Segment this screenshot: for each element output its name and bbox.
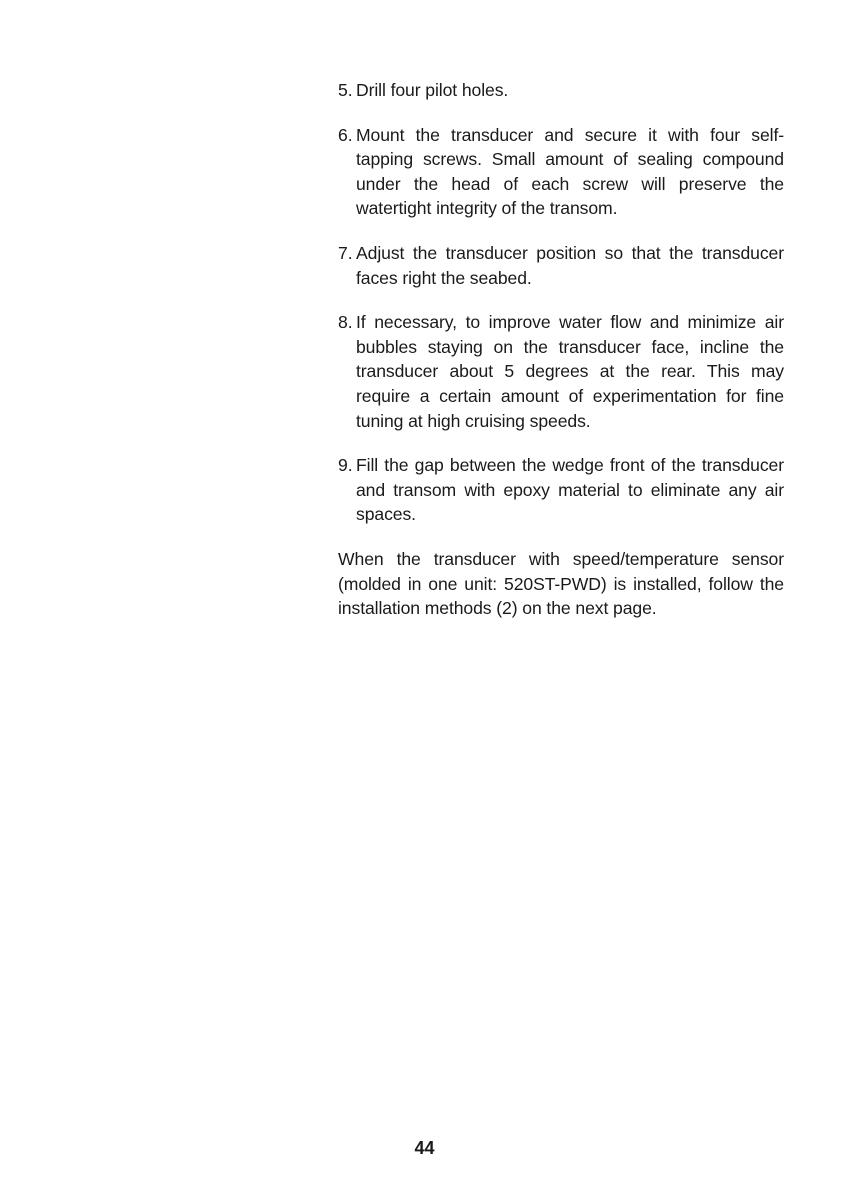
step-text: If necessary, to improve water flow and minimize air bubbles staying on the transducer face, incline the transducer about 5 degrees at the rear. This may require a certain amount of experimentation for fine tuning at high cruising speeds.: [356, 312, 784, 431]
instructions-content: [338, 78, 784, 621]
step-7: [338, 241, 784, 290]
step-text: Mount the transducer and secure it with four self-tapping screws. Small amount of sealing compound under the head of each screw will preserve the watertight integrity of the transom.: [356, 124, 784, 219]
step-number: 8 .: [338, 310, 352, 335]
step-5: [338, 78, 784, 103]
step-9: [338, 453, 784, 527]
step-8: [338, 310, 784, 433]
step-text: Drill four pilot holes.: [356, 80, 509, 100]
step-text: Adjust the transducer position so that the transducer faces right the seabed.: [356, 242, 784, 288]
step-number: 9 .: [338, 453, 352, 478]
step-number: 7 .: [338, 241, 352, 266]
step-number: 5 .: [338, 78, 352, 103]
step-text: Fill the gap between the wedge front of the transducer and transom with epoxy material to eliminate any air spaces.: [356, 455, 784, 525]
installation-note: When the transducer with speed/temperature sensor (molded in one unit: 520ST-PWD) is installed, follow the installation methods (2) on the next page.: [338, 548, 784, 619]
step-number: 6 .: [338, 123, 352, 148]
page-number: 44: [414, 1138, 435, 1158]
step-6: [338, 123, 784, 221]
